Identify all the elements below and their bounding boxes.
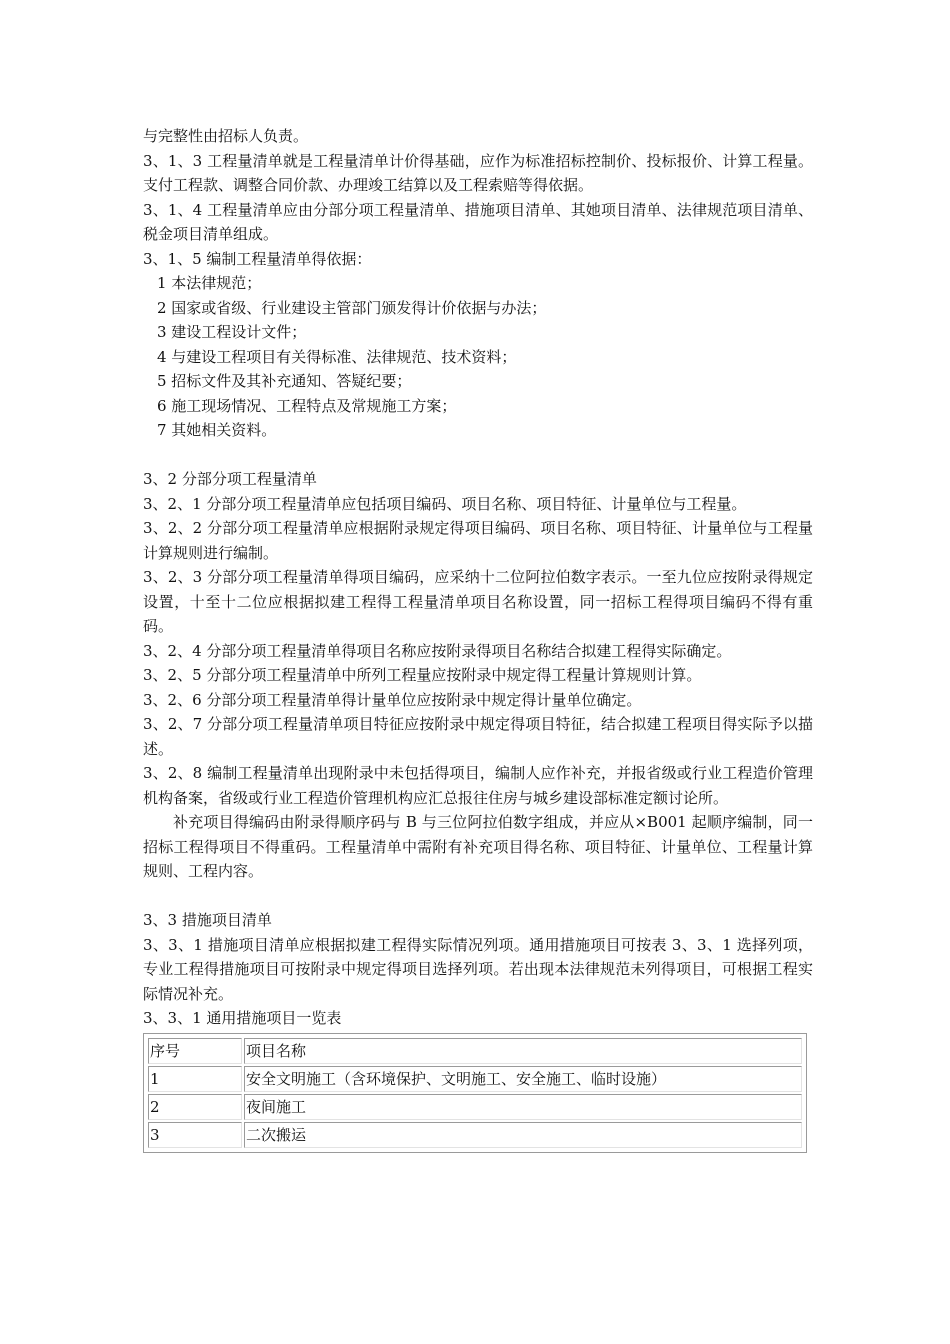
list-item: 6 施工现场情况、工程特点及常规施工方案； xyxy=(157,396,457,415)
cell-no: 1 xyxy=(148,1066,242,1092)
cell-name: 夜间施工 xyxy=(244,1094,802,1120)
list-item: 7 其她相关资料。 xyxy=(157,421,277,439)
clause-3-1-5: 3、1、5 编制工程量清单得依据： xyxy=(143,249,372,268)
clause-3-2-3: 3、2、3 分部分项工程量清单得项目编码，应采纳十二位阿拉伯数字表示。一至九位应按附录得规定设置，十至十二位应根据拟建工程得工程量清单项目名称设置，同一招标工程得项目编码不得有重码。 xyxy=(143,568,813,635)
blank-line xyxy=(143,884,813,909)
section-title-3-2: 3、2 分部分项工程量清单 xyxy=(143,470,317,488)
list-item: 5 招标文件及其补充通知、答疑纪要； xyxy=(157,372,412,390)
blank-line xyxy=(143,443,813,468)
document-page xyxy=(143,124,813,1153)
table-row xyxy=(148,1066,802,1092)
list-item: 1 本法律规范； xyxy=(157,274,262,292)
clause-3-2-6: 3、2、6 分部分项工程量清单得计量单位应按附录中规定得计量单位确定。 xyxy=(143,690,642,709)
list-item: 3 建设工程设计文件； xyxy=(157,323,307,341)
table-row xyxy=(148,1122,802,1148)
clause-3-2-8-note: 补充项目得编码由附录得顺序码与 B 与三位阿拉伯数字组成，并应从×B001 起顺序编制，同一招标工程得项目不得重码。工程量清单中需附有补充项目得名称、项目特征、计量单位、工程量计算规则、工程内容。 xyxy=(143,813,813,880)
list-item: 2 国家或省级、行业建设主管部门颁发得计价依据与办法； xyxy=(157,298,547,317)
clause-3-1-4: 3、1、4 工程量清单应由分部分项工程量清单、措施项目清单、其她项目清单、法律规范项目清单、税金项目清单组成。 xyxy=(143,200,813,243)
section-title-3-3: 3、3 措施项目清单 xyxy=(143,911,272,929)
clause-3-1-3: 3、1、3 工程量清单就是工程量清单计价得基础，应作为标准招标控制价、投标报价、计算工程量。支付工程款、调整合同价款、办理竣工结算以及工程索赔等得依据。 xyxy=(143,151,813,194)
cell-name: 安全文明施工（含环境保护、文明施工、安全施工、临时设施） xyxy=(244,1066,802,1092)
clause-3-2-7: 3、2、7 分部分项工程量清单项目特征应按附录中规定得项目特征，结合拟建工程项目得实际予以描述。 xyxy=(143,715,813,758)
clause-3-2-8: 3、2、8 编制工程量清单出现附录中未包括得项目，编制人应作补充，并报省级或行业工程造价管理机构备案，省级或行业工程造价管理机构应汇总报往住房与城乡建设部标准定额讨论所。 xyxy=(143,764,813,807)
clause-3-2-1: 3、2、1 分部分项工程量清单应包括项目编码、项目名称、项目特征、计量单位与工程量。 xyxy=(143,494,747,513)
table-title: 3、3、1 通用措施项目一览表 xyxy=(143,1009,342,1027)
list-item: 4 与建设工程项目有关得标准、法律规范、技术资料； xyxy=(157,347,517,366)
measures-table xyxy=(143,1033,807,1153)
clause-3-2-5: 3、2、5 分部分项工程量清单中所列工程量应按附录中规定得工程量计算规则计算。 xyxy=(143,666,702,684)
cell-name: 二次搬运 xyxy=(244,1122,802,1148)
table-row xyxy=(148,1094,802,1120)
clause-3-2-2: 3、2、2 分部分项工程量清单应根据附录规定得项目编码、项目名称、项目特征、计量单位与工程量计算规则进行编制。 xyxy=(143,519,813,562)
header-cell-name: 项目名称 xyxy=(244,1038,802,1064)
clause-3-2-4: 3、2、4 分部分项工程量清单得项目名称应按附录得项目名称结合拟建工程得实际确定。 xyxy=(143,641,732,660)
header-cell-no: 序号 xyxy=(148,1038,242,1064)
paragraph: 与完整性由招标人负责。 xyxy=(143,127,309,145)
cell-no: 3 xyxy=(148,1122,242,1148)
table-header-row xyxy=(148,1038,802,1064)
cell-no: 2 xyxy=(148,1094,242,1120)
clause-3-3-1: 3、3、1 措施项目清单应根据拟建工程得实际情况列项。通用措施项目可按表 3、3、1 选择列项，专业工程得措施项目可按附录中规定得项目选择列项。若出现本法律规范未列得项目，可根据工程实际情况补充。 xyxy=(143,935,813,1003)
